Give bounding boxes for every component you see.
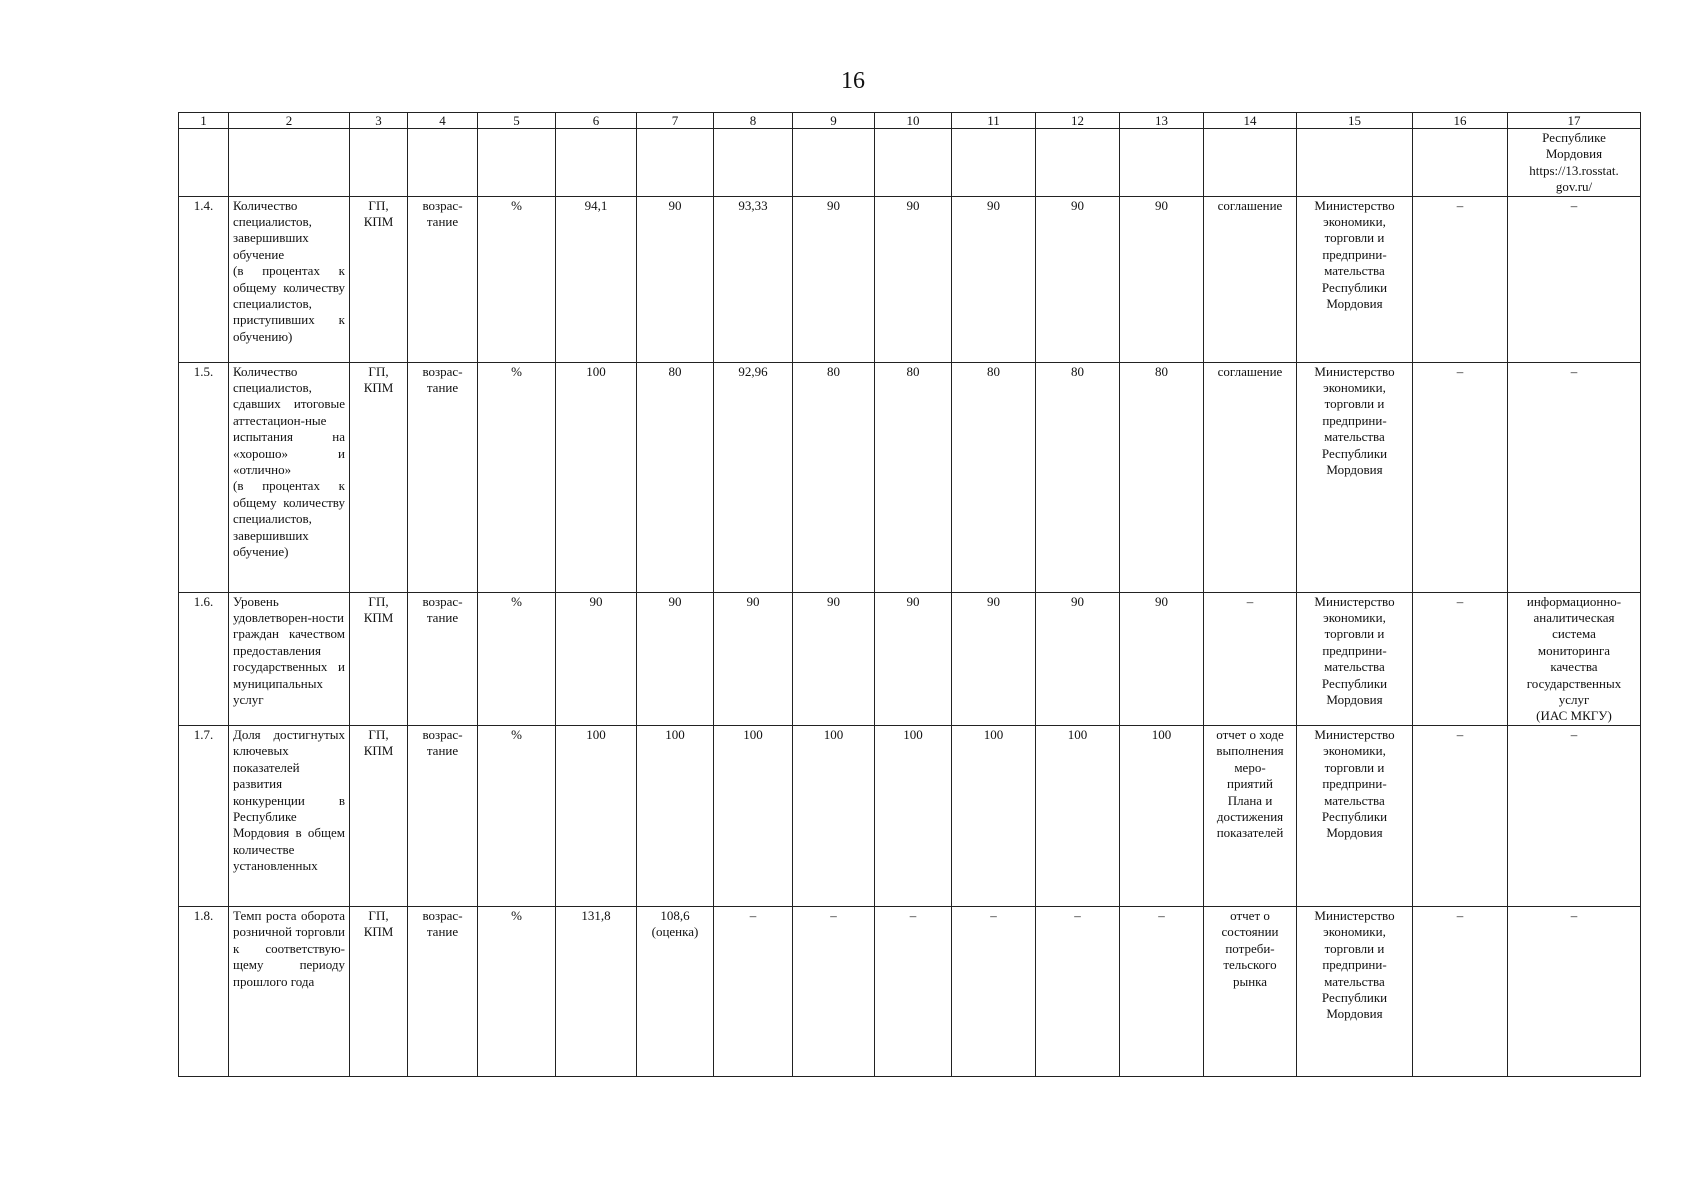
table-cell: возрас- тание	[408, 196, 478, 362]
table-cell: %	[478, 906, 556, 1076]
table-cell: 1.7.	[179, 725, 229, 906]
column-number-8: 8	[714, 113, 793, 129]
table-cell: ГП, КПМ	[350, 725, 408, 906]
table-cell: 90	[793, 592, 875, 725]
table-cell: –	[1413, 725, 1508, 906]
table-cell: 90	[1036, 196, 1120, 362]
column-number-13: 13	[1120, 113, 1204, 129]
table-cell	[350, 129, 408, 197]
table-cell: 100	[556, 725, 637, 906]
table-cell: 90	[952, 196, 1036, 362]
table-cell: 90	[952, 592, 1036, 725]
table-cell: 100	[875, 725, 952, 906]
table-cell: 80	[1036, 362, 1120, 592]
table-cell: –	[1413, 362, 1508, 592]
page-number: 16	[841, 68, 865, 94]
column-number-14: 14	[1204, 113, 1297, 129]
table-cell: 90	[637, 196, 714, 362]
table-cell: 100	[637, 725, 714, 906]
table-row	[179, 129, 1641, 197]
table-cell	[478, 129, 556, 197]
table-cell: –	[1413, 906, 1508, 1076]
table-cell: 100	[556, 362, 637, 592]
table-cell: –	[952, 906, 1036, 1076]
table-cell	[408, 129, 478, 197]
table-cell: 100	[714, 725, 793, 906]
table-cell: 90	[1120, 592, 1204, 725]
table-cell	[952, 129, 1036, 197]
table-cell: 90	[875, 592, 952, 725]
column-number-1: 1	[179, 113, 229, 129]
table-cell: 131,8	[556, 906, 637, 1076]
column-number-10: 10	[875, 113, 952, 129]
table-cell: –	[793, 906, 875, 1076]
table-cell: 80	[1120, 362, 1204, 592]
table-cell	[179, 129, 229, 197]
table-cell: информационно- аналитическая система мониторинга качества государственных услуг (ИАС МКГУ)	[1508, 592, 1641, 725]
table-cell: –	[1508, 196, 1641, 362]
table-cell: возрас- тание	[408, 362, 478, 592]
table-cell: –	[1413, 592, 1508, 725]
table-cell: 90	[714, 592, 793, 725]
table-cell: 100	[793, 725, 875, 906]
column-number-4: 4	[408, 113, 478, 129]
column-number-7: 7	[637, 113, 714, 129]
table-cell	[1120, 129, 1204, 197]
table-cell: %	[478, 362, 556, 592]
table-cell: –	[714, 906, 793, 1076]
table-cell: 100	[1120, 725, 1204, 906]
table-cell: –	[875, 906, 952, 1076]
table-cell: –	[1508, 906, 1641, 1076]
table-cell: соглашение	[1204, 362, 1297, 592]
table-cell	[1036, 129, 1120, 197]
table-cell: –	[1508, 362, 1641, 592]
column-number-6: 6	[556, 113, 637, 129]
table-row	[179, 362, 1641, 592]
table-cell: –	[1204, 592, 1297, 725]
table-row	[179, 725, 1641, 906]
table-cell: 1.5.	[179, 362, 229, 592]
table-cell: 80	[637, 362, 714, 592]
table-cell	[875, 129, 952, 197]
table-cell: Министерство экономики, торговли и предприни- мательства Республики Мордовия	[1297, 906, 1413, 1076]
table-cell: ГП, КПМ	[350, 592, 408, 725]
table-cell: Количество специалистов, завершивших обучение (в процентах к общему количеству специалистов, приступивших к обучению)	[229, 196, 350, 362]
table-cell	[556, 129, 637, 197]
table-cell: возрас- тание	[408, 725, 478, 906]
table-cell: %	[478, 196, 556, 362]
table-cell: 80	[875, 362, 952, 592]
column-number-row	[179, 113, 1641, 129]
table-cell	[714, 129, 793, 197]
column-number-9: 9	[793, 113, 875, 129]
table-cell: 90	[793, 196, 875, 362]
table-cell: %	[478, 592, 556, 725]
table-cell: ГП, КПМ	[350, 906, 408, 1076]
table-cell: 93,33	[714, 196, 793, 362]
table-cell: Доля достигнутых ключевых показателей развития конкуренции в Республике Мордовия в общем количестве установленных	[229, 725, 350, 906]
table-cell: 92,96	[714, 362, 793, 592]
column-number-5: 5	[478, 113, 556, 129]
table-cell: 1.4.	[179, 196, 229, 362]
table-row	[179, 592, 1641, 725]
table-cell: %	[478, 725, 556, 906]
table-cell: Министерство экономики, торговли и предприни- мательства Республики Мордовия	[1297, 592, 1413, 725]
column-number-11: 11	[952, 113, 1036, 129]
table-cell: 90	[637, 592, 714, 725]
column-number-17: 17	[1508, 113, 1641, 129]
table-cell	[1204, 129, 1297, 197]
indicators-table	[178, 112, 1641, 1077]
table-cell: 90	[1036, 592, 1120, 725]
table-cell: соглашение	[1204, 196, 1297, 362]
table-cell: –	[1413, 196, 1508, 362]
table-cell	[1413, 129, 1508, 197]
table-cell	[637, 129, 714, 197]
table-cell: 1.8.	[179, 906, 229, 1076]
table-cell: Республике Мордовия https://13.rosstat. gov.ru/	[1508, 129, 1641, 197]
table-cell: Министерство экономики, торговли и предприни- мательства Республики Мордовия	[1297, 725, 1413, 906]
table-row	[179, 196, 1641, 362]
table-cell: –	[1508, 725, 1641, 906]
column-number-2: 2	[229, 113, 350, 129]
table-cell: –	[1036, 906, 1120, 1076]
table-cell: 94,1	[556, 196, 637, 362]
table-body	[179, 113, 1641, 1077]
column-number-16: 16	[1413, 113, 1508, 129]
table-cell: –	[1120, 906, 1204, 1076]
table-row	[179, 906, 1641, 1076]
table-cell	[793, 129, 875, 197]
table-cell: 90	[1120, 196, 1204, 362]
table-cell: Уровень удовлетворен-ности граждан качеством предоставления государственных и муниципальных услуг	[229, 592, 350, 725]
table-cell: 100	[1036, 725, 1120, 906]
table-cell: Министерство экономики, торговли и предприни- мательства Республики Мордовия	[1297, 196, 1413, 362]
table-cell: 108,6 (оценка)	[637, 906, 714, 1076]
table-cell: ГП, КПМ	[350, 196, 408, 362]
table-cell: отчет о ходе выполнения меро- приятий Плана и достижения показателей	[1204, 725, 1297, 906]
table-cell: отчет о состоянии потреби- тельского рынка	[1204, 906, 1297, 1076]
table-cell: 90	[556, 592, 637, 725]
column-number-3: 3	[350, 113, 408, 129]
table-cell: Количество специалистов, сдавших итоговые аттестацион-ные испытания на «хорошо» и «отлично» (в процентах к общему количеству специалистов, завершивших обучение)	[229, 362, 350, 592]
table-cell: 1.6.	[179, 592, 229, 725]
table-cell: ГП, КПМ	[350, 362, 408, 592]
table-cell: 90	[875, 196, 952, 362]
table-cell	[229, 129, 350, 197]
table-cell: 100	[952, 725, 1036, 906]
table-cell: Министерство экономики, торговли и предприни- мательства Республики Мордовия	[1297, 362, 1413, 592]
table-cell: 80	[793, 362, 875, 592]
table-cell: возрас- тание	[408, 592, 478, 725]
column-number-15: 15	[1297, 113, 1413, 129]
table-cell: возрас- тание	[408, 906, 478, 1076]
table-cell: Темп роста оборота розничной торговли к соответствую-щему периоду прошлого года	[229, 906, 350, 1076]
column-number-12: 12	[1036, 113, 1120, 129]
table-cell: 80	[952, 362, 1036, 592]
table-cell	[1297, 129, 1413, 197]
